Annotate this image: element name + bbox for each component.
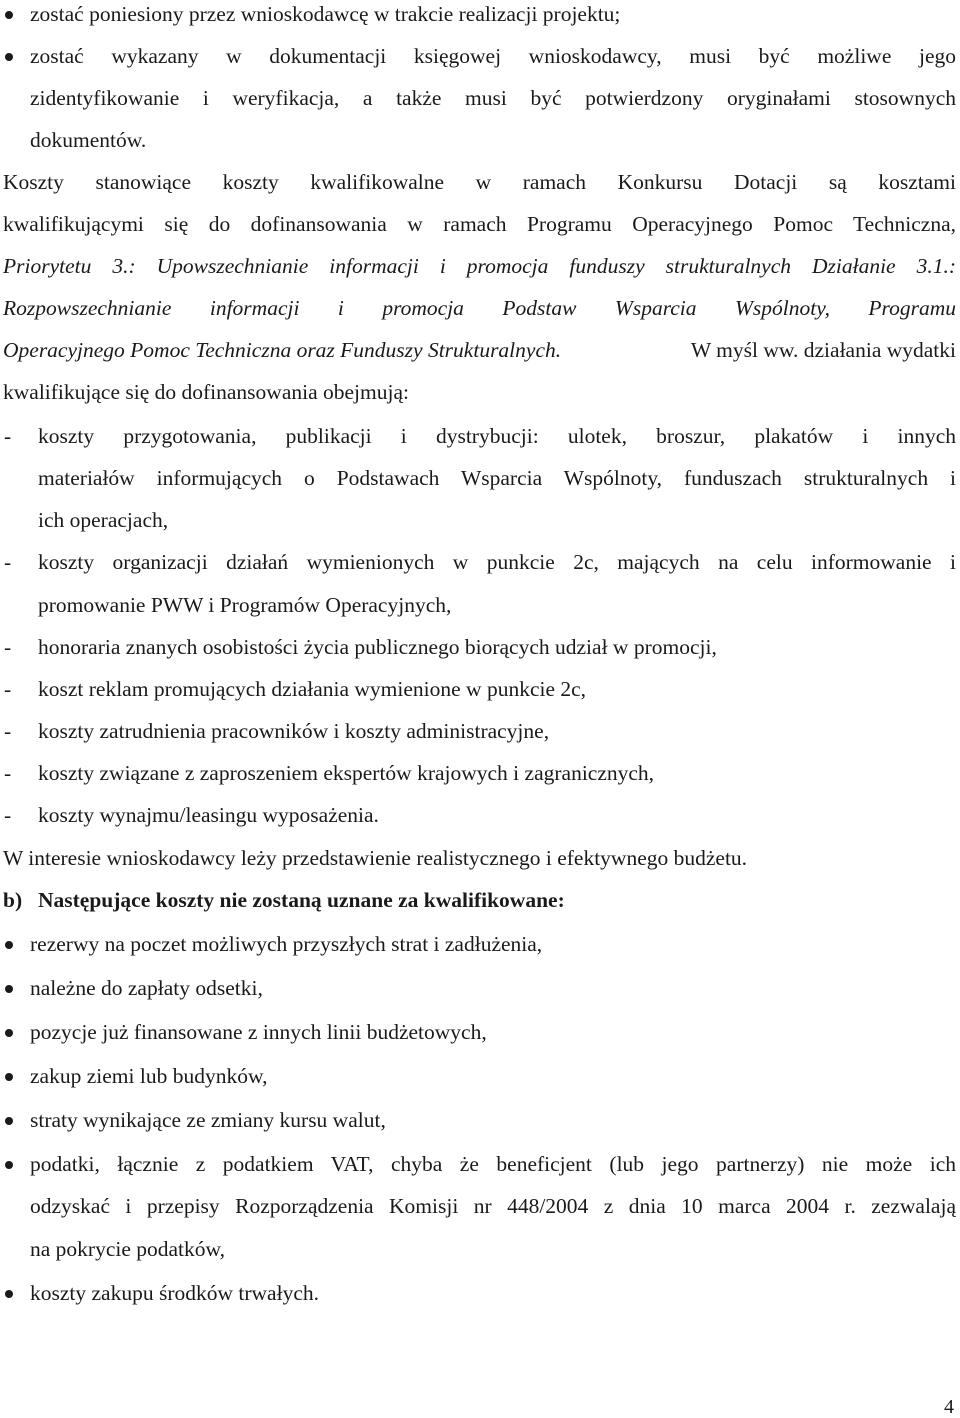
dash-marker: -	[4, 424, 12, 448]
bullet-item-text: na pokrycie podatków,	[30, 1237, 226, 1261]
paragraph-regular-part: W myśl ww. działania wydatki	[685, 338, 956, 362]
bullet-icon	[5, 1029, 13, 1037]
bullet-item-text: zakup ziemi lub budynków,	[30, 1064, 268, 1088]
bullet-icon	[5, 11, 13, 19]
bullet-icon	[5, 1073, 13, 1081]
bullet-icon	[5, 53, 13, 61]
dash-item-text: koszty związane z zaproszeniem ekspertów krajowych i zagranicznych,	[38, 761, 655, 785]
bullet-item-text: podatki, łącznie z podatkiem VAT, chyba że beneficjent (lub jego partnerzy) nie może ich	[30, 1152, 956, 1176]
bullet-icon	[5, 941, 13, 949]
paragraph-line-italic: Priorytetu 3.: Upowszechnianie informacji i promocja funduszy strukturalnych Działanie 3.1.:	[3, 254, 956, 278]
dash-marker: -	[4, 761, 12, 785]
bullet-item-text: zostać wykazany w dokumentacji księgowej wnioskodawcy, musi być możliwe jego	[30, 44, 956, 68]
dash-item-text: koszt reklam promujących działania wymienione w punkcie 2c,	[38, 677, 587, 701]
dash-marker: -	[4, 719, 12, 743]
paragraph-italic-part: Operacyjnego Pomoc Techniczna oraz Funduszy Strukturalnych.	[3, 338, 562, 362]
bullet-item-text: rezerwy na poczet możliwych przyszłych strat i zadłużenia,	[30, 932, 543, 956]
dash-item-text: promowanie PWW i Programów Operacyjnych,	[38, 593, 452, 617]
page-number: 4	[944, 1396, 954, 1418]
dash-item-text: honoraria znanych osobistości życia publicznego biorących udział w promocji,	[38, 635, 717, 659]
paragraph-line: W interesie wnioskodawcy leży przedstawienie realistycznego i efektywnego budżetu.	[3, 846, 748, 870]
bullet-icon	[5, 1161, 13, 1169]
bullet-item-text: dokumentów.	[30, 128, 147, 152]
paragraph-line-italic: Rozpowszechnianie informacji i promocja Podstaw Wsparcia Wspólnoty, Programu	[3, 296, 956, 320]
bullet-item-text: koszty zakupu środków trwałych.	[30, 1281, 319, 1305]
dash-item-text: koszty organizacji działań wymienionych w punkcie 2c, mających na celu informowanie i	[38, 550, 956, 574]
bullet-icon	[5, 1117, 13, 1125]
bullet-item-text: zidentyfikowanie i weryfikacja, a także musi być potwierdzony oryginałami stosownych	[30, 86, 956, 110]
section-b-label: b)	[3, 888, 23, 912]
paragraph-line: Koszty stanowiące koszty kwalifikowalne w ramach Konkursu Dotacji są kosztami	[3, 170, 956, 194]
dash-item-text: koszty przygotowania, publikacji i dystrybucji: ulotek, broszur, plakatów i innych	[38, 424, 956, 448]
bullet-icon	[5, 1290, 13, 1298]
bullet-item-text: pozycje już finansowane z innych linii budżetowych,	[30, 1020, 487, 1044]
dash-marker: -	[4, 677, 12, 701]
dash-marker: -	[4, 803, 12, 827]
bullet-item-text: zostać poniesiony przez wnioskodawcę w trakcie realizacji projektu;	[30, 2, 621, 26]
bullet-item-text: odzyskać i przepisy Rozporządzenia Komisji nr 448/2004 z dnia 10 marca 2004 r. zezwalają	[30, 1194, 956, 1218]
bullet-item-text: straty wynikające ze zmiany kursu walut,	[30, 1108, 386, 1132]
paragraph-line: kwalifikującymi się do dofinansowania w ramach Programu Operacyjnego Pomoc Techniczna,	[3, 212, 956, 236]
bullet-icon	[5, 985, 13, 993]
dash-item-text: ich operacjach,	[38, 508, 169, 532]
paragraph-line-mixed	[3, 336, 956, 364]
bullet-item-text: należne do zapłaty odsetki,	[30, 976, 263, 1000]
dash-marker: -	[4, 550, 12, 574]
dash-item-text: koszty zatrudnienia pracowników i koszty administracyjne,	[38, 719, 550, 743]
dash-item-text: koszty wynajmu/leasingu wyposażenia.	[38, 803, 379, 827]
section-b-heading: Następujące koszty nie zostaną uznane za kwalifikowane:	[38, 888, 565, 912]
paragraph-line: kwalifikujące się do dofinansowania obejmują:	[3, 380, 409, 404]
dash-item-text: materiałów informujących o Podstawach Wsparcia Wspólnoty, funduszach strukturalnych i	[38, 466, 956, 490]
dash-marker: -	[4, 635, 12, 659]
